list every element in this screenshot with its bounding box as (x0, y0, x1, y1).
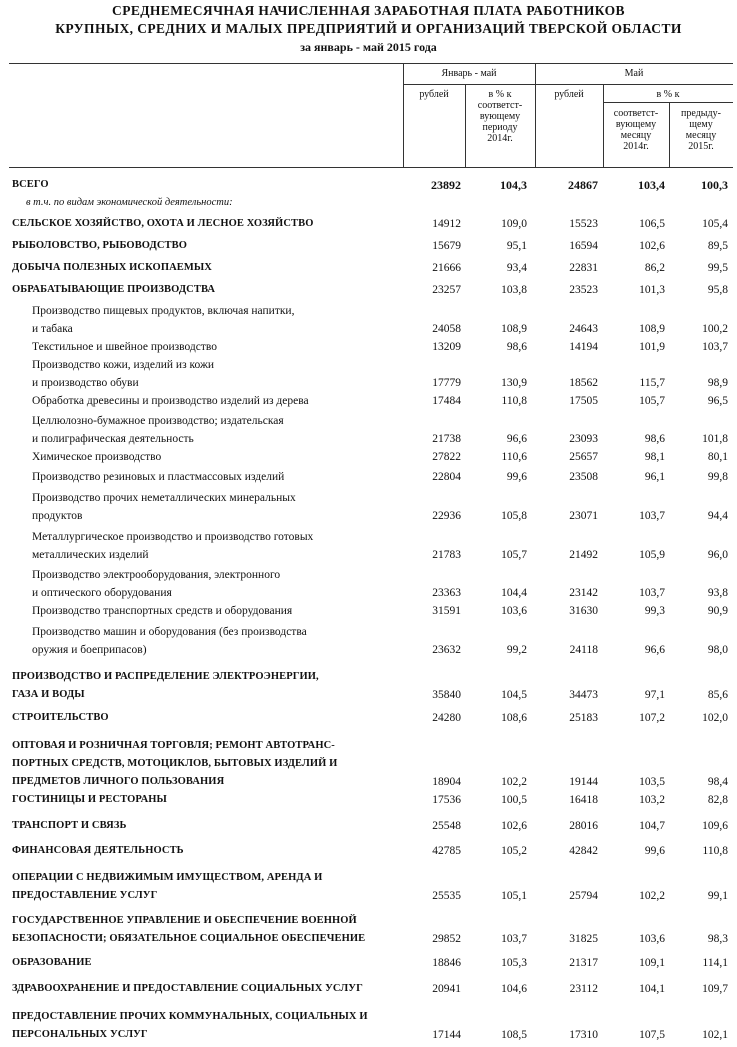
cell-value: 100,5 (501, 794, 527, 806)
row-label: Обработка древесины и производство изделий из дерева (32, 395, 309, 407)
cell-value: 17536 (432, 794, 461, 806)
cell-value: 17484 (432, 395, 461, 407)
row-label: ГОСУДАРСТВЕННОЕ УПРАВЛЕНИЕ И ОБЕСПЕЧЕНИЕ ВОЕННОЙ (12, 915, 357, 926)
header-pct-sub: предыду- (681, 108, 721, 119)
row-label: Производство прочих неметаллических минеральных (32, 492, 296, 504)
cell-value: 103,7 (639, 510, 665, 522)
cell-value: 102,2 (501, 776, 527, 788)
cell-value: 27822 (432, 451, 461, 463)
cell-value: 23523 (569, 284, 598, 296)
cell-value: 96,6 (506, 433, 527, 445)
header-pct-same-month (603, 108, 669, 152)
row-label: ПРЕДОСТАВЛЕНИЕ ПРОЧИХ КОММУНАЛЬНЫХ, СОЦИАЛЬНЫХ И (12, 1011, 368, 1022)
cell-value: 109,0 (501, 218, 527, 230)
header-pct-prev-month (669, 108, 733, 152)
cell-value: 101,3 (639, 284, 665, 296)
cell-value: 24118 (569, 644, 598, 656)
cell-value: 29852 (432, 933, 461, 945)
header-jan-may: Январь - май (441, 68, 497, 79)
header-bottom-rule (9, 167, 733, 168)
cell-value: 108,9 (501, 323, 527, 335)
row-label: Текстильное и швейное производство (32, 341, 218, 353)
cell-value: 105,8 (501, 510, 527, 522)
row-label: Производство транспортных средств и оборудования (32, 605, 293, 617)
cell-value: 24867 (568, 178, 598, 192)
cell-value: 93,8 (707, 587, 728, 599)
cell-value: 99,3 (644, 605, 665, 617)
row-label: ДОБЫЧА ПОЛЕЗНЫХ ИСКОПАЕМЫХ (12, 262, 212, 273)
row-label: ФИНАНСОВАЯ ДЕЯТЕЛЬНОСТЬ (12, 845, 184, 856)
header-pct-sub: вующему (479, 111, 521, 122)
row-label: и оптического оборудования (32, 587, 172, 599)
cell-value: 28016 (569, 820, 598, 832)
cell-value: 25183 (569, 712, 598, 724)
cell-value: 18562 (569, 377, 598, 389)
row-label: в т.ч. по видам экономической деятельности: (26, 197, 233, 208)
cell-value: 23112 (569, 983, 598, 995)
row-label: оружия и боеприпасов) (32, 644, 147, 656)
cell-value: 103,4 (638, 178, 665, 192)
row-label: ОБРАЗОВАНИЕ (12, 957, 92, 968)
header-pct-sub: соответст- (477, 100, 523, 111)
cell-value: 23257 (432, 284, 461, 296)
cell-value: 110,8 (702, 845, 728, 857)
cell-value: 15523 (569, 218, 598, 230)
cell-value: 108,5 (501, 1029, 527, 1041)
cell-value: 95,8 (707, 284, 728, 296)
cell-value: 105,9 (639, 549, 665, 561)
row-label: Производство машин и оборудования (без производства (32, 626, 307, 638)
cell-value: 90,9 (707, 605, 728, 617)
cell-value: 103,6 (501, 605, 527, 617)
row-label: ГОСТИНИЦЫ И РЕСТОРАНЫ (12, 794, 167, 805)
cell-value: 17505 (569, 395, 598, 407)
header-pct-sub: месяцу (685, 130, 717, 141)
cell-value: 102,1 (702, 1029, 728, 1041)
row-label: ОПТОВАЯ И РОЗНИЧНАЯ ТОРГОВЛЯ; РЕМОНТ АВТОТРАНС- (12, 740, 335, 751)
row-label: продуктов (32, 510, 83, 522)
row-label: металлических изделий (32, 549, 149, 561)
cell-value: 25548 (432, 820, 461, 832)
cell-value: 31825 (569, 933, 598, 945)
cell-value: 109,1 (639, 957, 665, 969)
cell-value: 25657 (569, 451, 598, 463)
cell-value: 105,3 (501, 957, 527, 969)
row-label: и полиграфическая деятельность (32, 433, 194, 445)
row-label: Химическое производство (32, 451, 162, 463)
cell-value: 99,2 (506, 644, 527, 656)
header-pct-sub: соответст- (613, 108, 659, 119)
cell-value: 100,2 (702, 323, 728, 335)
row-label: ЗДРАВООХРАНЕНИЕ И ПРЕДОСТАВЛЕНИЕ СОЦИАЛЬНЫХ УСЛУГ (12, 983, 363, 994)
header-subgroup-rule (603, 102, 733, 103)
cell-value: 130,9 (501, 377, 527, 389)
cell-value: 98,3 (707, 933, 728, 945)
cell-value: 105,1 (501, 890, 527, 902)
cell-value: 101,8 (702, 433, 728, 445)
cell-value: 22804 (432, 471, 461, 483)
report-title-period: за январь - май 2015 года (300, 40, 437, 54)
cell-value: 110,6 (501, 451, 527, 463)
cell-value: 13209 (432, 341, 461, 353)
cell-value: 17779 (432, 377, 461, 389)
header-may: Май (624, 68, 644, 79)
cell-value: 22936 (432, 510, 461, 522)
cell-value: 21738 (432, 433, 461, 445)
cell-value: 93,4 (506, 262, 527, 274)
cell-value: 19144 (569, 776, 598, 788)
header-rubles-may: рублей (554, 89, 584, 100)
cell-value: 23632 (432, 644, 461, 656)
cell-value: 85,6 (707, 689, 728, 701)
cell-value: 100,3 (701, 178, 728, 192)
row-label: СТРОИТЕЛЬСТВО (12, 712, 109, 723)
cell-value: 24058 (432, 323, 461, 335)
cell-value: 98,6 (644, 433, 665, 445)
cell-value: 23142 (569, 587, 598, 599)
header-pct-may: в % к (656, 89, 680, 100)
row-label: и производство обуви (32, 377, 139, 389)
report-title-line2: КРУПНЫХ, СРЕДНИХ И МАЛЫХ ПРЕДПРИЯТИЙ И ОРГАНИЗАЦИЙ ТВЕРСКОЙ ОБЛАСТИ (55, 21, 682, 36)
row-label: Металлургическое производство и производство готовых (32, 531, 314, 543)
cell-value: 17310 (569, 1029, 598, 1041)
header-pct-sub: 2015г. (688, 141, 714, 152)
cell-value: 103,5 (639, 776, 665, 788)
row-label: СЕЛЬСКОЕ ХОЗЯЙСТВО, ОХОТА И ЛЕСНОЕ ХОЗЯЙСТВО (12, 218, 314, 229)
row-label: Производство электрооборудования, электронного (32, 569, 281, 581)
cell-value: 18904 (432, 776, 461, 788)
cell-value: 25794 (569, 890, 598, 902)
cell-value: 103,7 (702, 341, 728, 353)
cell-value: 108,9 (639, 323, 665, 335)
cell-value: 23892 (431, 178, 461, 192)
cell-value: 99,8 (707, 471, 728, 483)
row-label: ПОРТНЫХ СРЕДСТВ, МОТОЦИКЛОВ, БЫТОВЫХ ИЗДЕЛИЙ И (12, 758, 338, 769)
row-label: БЕЗОПАСНОСТИ; ОБЯЗАТЕЛЬНОЕ СОЦИАЛЬНОЕ ОБЕСПЕЧЕНИЕ (12, 933, 366, 944)
cell-value: 94,4 (707, 510, 728, 522)
cell-value: 21783 (432, 549, 461, 561)
header-pct-sub: 2014г. (623, 141, 649, 152)
cell-value: 104,5 (501, 689, 527, 701)
cell-value: 109,7 (702, 983, 728, 995)
cell-value: 103,7 (639, 587, 665, 599)
cell-value: 107,2 (639, 712, 665, 724)
cell-value: 110,8 (501, 395, 527, 407)
row-label: и табака (32, 323, 73, 335)
cell-value: 23093 (569, 433, 598, 445)
header-pct-sub: щему (689, 119, 713, 130)
row-label: ГАЗА И ВОДЫ (12, 689, 85, 700)
row-label: ОБРАБАТЫВАЮЩИЕ ПРОИЗВОДСТВА (12, 284, 216, 295)
cell-value: 96,5 (707, 395, 728, 407)
cell-value: 103,7 (501, 933, 527, 945)
cell-value: 108,6 (501, 712, 527, 724)
report-title-line1: СРЕДНЕМЕСЯЧНАЯ НАЧИСЛЕННАЯ ЗАРАБОТНАЯ ПЛАТА РАБОТНИКОВ (112, 3, 625, 18)
row-label: ВСЕГО (12, 179, 49, 190)
cell-value: 99,6 (506, 471, 527, 483)
cell-value: 104,4 (501, 587, 527, 599)
cell-value: 98,4 (707, 776, 728, 788)
cell-value: 105,7 (501, 549, 527, 561)
header-pct-sub: 2014г. (487, 133, 513, 144)
cell-value: 31630 (569, 605, 598, 617)
cell-value: 95,1 (506, 240, 527, 252)
cell-value: 16418 (569, 794, 598, 806)
cell-value: 16594 (569, 240, 598, 252)
cell-value: 114,1 (702, 957, 728, 969)
header-pct-jan-may (465, 89, 535, 144)
cell-value: 99,5 (707, 262, 728, 274)
cell-value: 98,6 (506, 341, 527, 353)
row-label: ТРАНСПОРТ И СВЯЗЬ (12, 820, 127, 831)
cell-value: 105,4 (702, 218, 728, 230)
cell-value: 34473 (569, 689, 598, 701)
cell-value: 42785 (432, 845, 461, 857)
row-label: Целлюлозно-бумажное производство; издательская (32, 415, 284, 427)
cell-value: 14194 (569, 341, 598, 353)
cell-value: 107,5 (639, 1029, 665, 1041)
header-pct-sub: периоду (482, 122, 518, 133)
cell-value: 106,5 (639, 218, 665, 230)
cell-value: 96,6 (644, 644, 665, 656)
cell-value: 102,2 (639, 890, 665, 902)
header-rubles-jan-may: рублей (419, 89, 449, 100)
cell-value: 99,1 (707, 890, 728, 902)
row-label: Производство пищевых продуктов, включая напитки, (32, 305, 295, 317)
cell-value: 31591 (432, 605, 461, 617)
header-top-rule (9, 63, 733, 64)
cell-value: 96,0 (707, 549, 728, 561)
cell-value: 101,9 (639, 341, 665, 353)
header-pct-sub: вующему (615, 119, 657, 130)
cell-value: 105,7 (639, 395, 665, 407)
row-label: ПРЕДОСТАВЛЕНИЕ УСЛУГ (12, 890, 158, 901)
cell-value: 23363 (432, 587, 461, 599)
cell-value: 24280 (432, 712, 461, 724)
cell-value: 99,6 (644, 845, 665, 857)
cell-value: 102,0 (702, 712, 728, 724)
cell-value: 104,6 (501, 983, 527, 995)
cell-value: 14912 (432, 218, 461, 230)
cell-value: 103,8 (501, 284, 527, 296)
cell-value: 104,7 (639, 820, 665, 832)
cell-value: 23508 (569, 471, 598, 483)
cell-value: 80,1 (707, 451, 728, 463)
cell-value: 24643 (569, 323, 598, 335)
cell-value: 82,8 (707, 794, 728, 806)
cell-value: 115,7 (639, 377, 665, 389)
cell-value: 21317 (569, 957, 598, 969)
cell-value: 21492 (569, 549, 598, 561)
header-pct-label: в % к (488, 89, 512, 100)
row-label: Производство кожи, изделий из кожи (32, 359, 215, 371)
cell-value: 42842 (569, 845, 598, 857)
cell-value: 89,5 (707, 240, 728, 252)
cell-value: 35840 (432, 689, 461, 701)
row-label: ПРЕДМЕТОВ ЛИЧНОГО ПОЛЬЗОВАНИЯ (12, 776, 225, 787)
cell-value: 102,6 (501, 820, 527, 832)
cell-value: 103,6 (639, 933, 665, 945)
cell-value: 98,1 (644, 451, 665, 463)
row-label: ПРОИЗВОДСТВО И РАСПРЕДЕЛЕНИЕ ЭЛЕКТРОЭНЕРГИИ, (12, 671, 319, 682)
cell-value: 102,6 (639, 240, 665, 252)
cell-value: 22831 (569, 262, 598, 274)
cell-value: 86,2 (644, 262, 665, 274)
cell-value: 104,3 (500, 178, 527, 192)
cell-value: 17144 (432, 1029, 461, 1041)
cell-value: 18846 (432, 957, 461, 969)
cell-value: 105,2 (501, 845, 527, 857)
cell-value: 97,1 (644, 689, 665, 701)
cell-value: 103,2 (639, 794, 665, 806)
cell-value: 98,9 (707, 377, 728, 389)
cell-value: 109,6 (702, 820, 728, 832)
cell-value: 25535 (432, 890, 461, 902)
cell-value: 98,0 (707, 644, 728, 656)
row-label: ПЕРСОНАЛЬНЫХ УСЛУГ (12, 1029, 148, 1040)
row-label: ОПЕРАЦИИ С НЕДВИЖИМЫМ ИМУЩЕСТВОМ, АРЕНДА И (12, 872, 323, 883)
row-label: Производство резиновых и пластмассовых изделий (32, 471, 285, 483)
header-group-rule (403, 84, 733, 85)
cell-value: 104,1 (639, 983, 665, 995)
row-label: РЫБОЛОВСТВО, РЫБОВОДСТВО (12, 240, 188, 251)
cell-value: 96,1 (644, 471, 665, 483)
cell-value: 23071 (569, 510, 598, 522)
cell-value: 21666 (432, 262, 461, 274)
header-pct-sub: месяцу (620, 130, 652, 141)
cell-value: 20941 (432, 983, 461, 995)
cell-value: 15679 (432, 240, 461, 252)
